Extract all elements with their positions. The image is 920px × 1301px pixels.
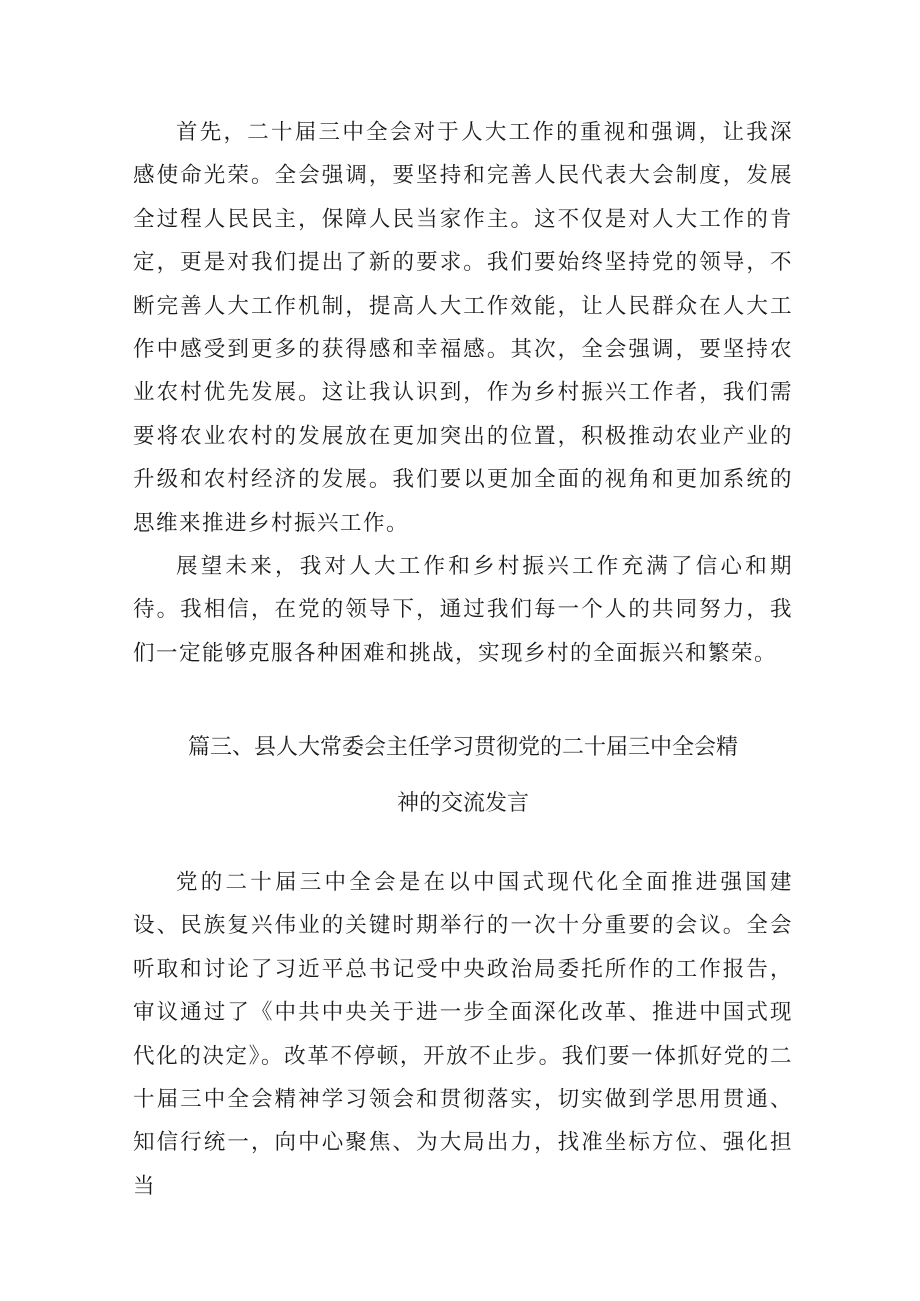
paragraph-section-three-intro: 党的二十届三中全会是在以中国式现代化全面推进强国建设、民族复兴伟业的关键时期举行的一次十分重要的会议。全会听取和讨论了习近平总书记受中央政治局委托所作的工作报告，审议通过了《中共中央关于进一步全面深化改革、推进中国式现代化的决定》。改革不停顿，开放不止步。我们要一体抓好党的二十届三中全会精神学习领会和贯彻落实，切实做到学思用贯通、知信行统一，向中心聚焦、为大局出力，找准坐标方位、强化担当 bbox=[133, 870, 793, 1199]
paragraph-outlook: 展望未来，我对人大工作和乡村振兴工作充满了信心和期待。我相信，在党的领导下，通过我们每一个人的共同努力，我们一定能够克服各种困难和挑战，实现乡村的全面振兴和繁荣。 bbox=[133, 554, 793, 666]
section-heading-line-1: 篇三、县人大常委会主任学习贯彻党的二十届三中全会精 bbox=[187, 735, 738, 760]
paragraph-first: 首先，二十届三中全会对于人大工作的重视和强调，让我深感使命光荣。全会强调，要坚持和完善人民代表大会制度，发展全过程人民民主，保障人民当家作主。这不仅是对人大工作的肯定，更是对我们提出了新的要求。我们要始终坚持党的领导，不断完善人大工作机制，提高人大工作效能，让人民群众在人大工作中感受到更多的获得感和幸福感。其次，全会强调，要坚持农业农村优先发展。这让我认识到，作为乡村振兴工作者，我们需要将农业农村的发展放在更加突出的位置，积极推动农业产业的升级和农村经济的发展。我们要以更加全面的视角和更加系统的思维来推进乡村振兴工作。 bbox=[133, 120, 793, 536]
section-heading-line-2: 神的交流发言 bbox=[396, 791, 529, 816]
